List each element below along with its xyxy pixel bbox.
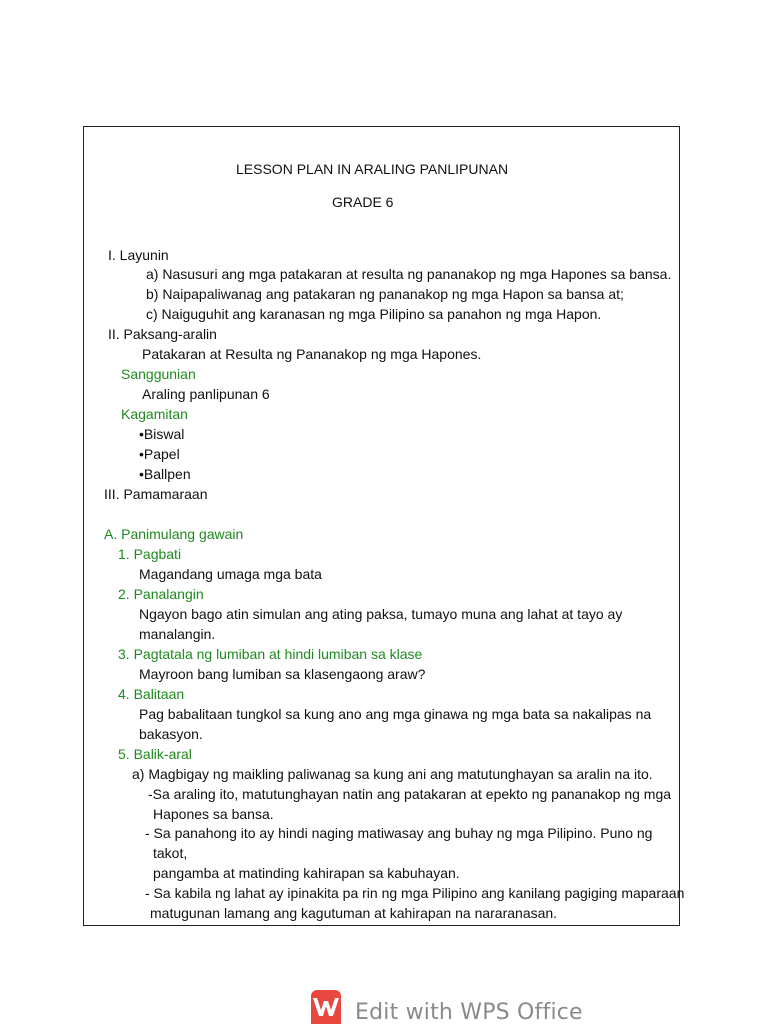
step-3-label: 3. Pagtatala ng lumiban at hindi lumiban sa klase xyxy=(118,646,423,662)
wps-logo-icon[interactable] xyxy=(311,990,341,1024)
kagamitan-label: Kagamitan xyxy=(121,406,188,422)
step-1-text: Magandang umaga mga bata xyxy=(139,566,322,582)
step-2-text: manalangin. xyxy=(139,626,216,642)
step-5-label: 5. Balik-aral xyxy=(118,746,192,762)
step-5-question: a) Magbigay ng maikling paliwanag sa kung ani ang matutunghayan sa aralin na ito. xyxy=(132,766,653,782)
step-1-label: 1. Pagbati xyxy=(118,546,182,562)
step-5-line: takot, xyxy=(153,845,188,861)
kagamitan-item: •Papel xyxy=(139,446,180,462)
step-5-line: -Sa araling ito, matutunghayan natin ang patakaran at epekto ng pananakop ng mga xyxy=(148,786,672,802)
sanggunian-label: Sanggunian xyxy=(121,366,196,382)
step-5-line: matugunan lamang ang kagutuman at kahirapan na nararanasan. xyxy=(150,905,558,921)
step-5-line: Hapones sa bansa. xyxy=(153,806,274,822)
document-page xyxy=(83,126,685,926)
section-1-heading: I. Layunin xyxy=(108,247,169,263)
grade-label: GRADE 6 xyxy=(332,194,394,210)
wps-edit-banner[interactable] xyxy=(311,990,581,1024)
step-2-label: 2. Panalangin xyxy=(118,586,204,602)
section-3-heading: III. Pamamaraan xyxy=(104,486,208,502)
step-4-label: 4. Balitaan xyxy=(118,686,185,702)
step-5-line: - Sa kabila ng lahat ay ipinakita pa rin ng mga Pilipino ang kanilang pagiging maparaan xyxy=(145,885,685,901)
wps-edit-label[interactable]: Edit with WPS Office xyxy=(355,1000,583,1024)
sanggunian-value: Araling panlipunan 6 xyxy=(142,386,270,402)
objective-c: c) Naiguguhit ang karanasan ng mga Pilipino sa panahon ng mga Hapon. xyxy=(146,306,602,322)
step-4-text: bakasyon. xyxy=(139,726,203,742)
step-4-text: Pag babalitaan tungkol sa kung ano ang mga ginawa ng mga bata sa nakalipas na xyxy=(139,706,652,722)
kagamitan-item: •Biswal xyxy=(139,426,185,442)
document-title: LESSON PLAN IN ARALING PANLIPUNAN xyxy=(236,161,509,177)
step-5-line: - Sa panahong ito ay hindi naging matiwasay ang buhay ng mga Pilipino. Puno ng xyxy=(145,825,653,841)
topic-text: Patakaran at Resulta ng Pananakop ng mga Hapones. xyxy=(142,346,482,362)
sub-heading-a: A. Panimulang gawain xyxy=(104,526,244,542)
step-5-line: pangamba at matinding kahirapan sa kabuhayan. xyxy=(153,865,460,881)
step-2-text: Ngayon bago atin simulan ang ating paksa, tumayo muna ang lahat at tayo ay xyxy=(139,606,623,622)
objective-b: b) Naipapaliwanag ang patakaran ng pananakop ng mga Hapon sa bansa at; xyxy=(146,286,624,302)
wps-w-glyph-icon xyxy=(311,995,341,1019)
objective-a: a) Nasusuri ang mga patakaran at resulta ng pananakop ng mga Hapones sa bansa. xyxy=(146,266,672,282)
kagamitan-item: •Ballpen xyxy=(139,466,191,482)
step-3-text: Mayroon bang lumiban sa klasengaong araw? xyxy=(139,666,426,682)
section-2-heading: II. Paksang-aralin xyxy=(108,326,217,342)
